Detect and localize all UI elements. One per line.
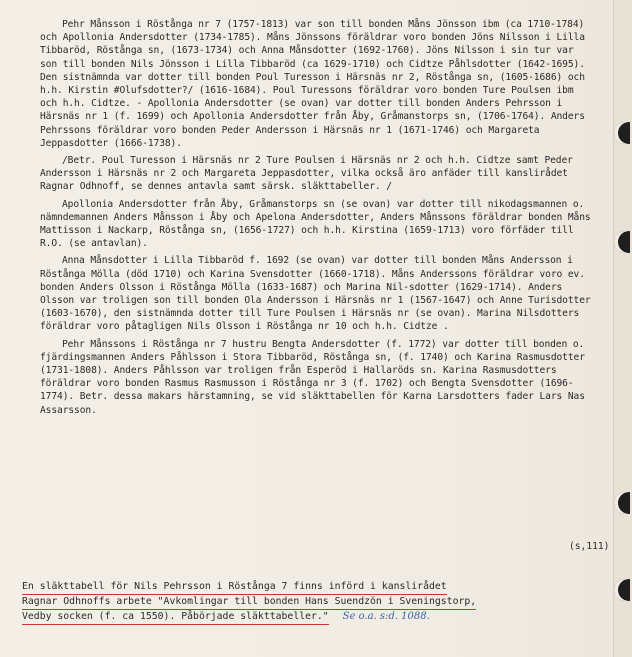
typed-text-block <box>40 18 595 421</box>
page-reference-note: (s,111) <box>569 541 610 552</box>
footer-line-2: Ragnar Odhnoffs arbete "Avkomlingar till bonden Hans Suendzön i Sveningstorp, <box>22 595 476 610</box>
punch-hole-4 <box>614 579 630 601</box>
punch-hole-1 <box>614 122 630 144</box>
paragraph-5: Pehr Månssons i Röstånga nr 7 hustru Bengta Andersdotter (f. 1772) var dotter till bonden o. fjärdingsmannen Anders Påhlsson i Stora Tibbaröd, Röstånga sn, (f. 1740) och Karina Rasmusdotter (1731-1808). Anders Påhlsson var troligen från Esperöd i Hallaröds sn. Karina Rasmusdotters föräldrar voro bonden Rasmus Rasmusson i Röstånga nr 3 (f. 1702) och Bengta Svensdotter (1696-1774). Betr. dessa makars härstamning, se vid släkttabellen för Karna Larsdotters fader Lars Nas Assarsson. <box>40 338 585 416</box>
handwritten-annotation: Se o.a. s:d. 1088. <box>342 611 430 622</box>
footer-line-3: Vedby socken (f. ca 1550). Påbörjade släkttabeller." <box>22 610 329 625</box>
paragraph-1: Pehr Månsson i Röstånga nr 7 (1757-1813) var son till bonden Måns Jönsson ibm (ca 1710-1784) och Apollonia Andersdotter (1734-1785). Måns Jönssons föräldrar voro bonden Jöns Nilsson i Lilla Tibbaröd, Röstånga sn, (1673-1734) och Anna Månsdotter (1692-1760). Jöns Nilsson i sin tur var son till bonden Nils Jönsson i Lilla Tibbaröd (ca 1629-1710) och Cidtze Påhlsdotter (1642-1695). Den sistnämnda var dotter till bonden Poul Turesson i Härsnäs nr 2, Röstånga sn, (1605-1686) och h.h. Kirstin #Olufsdotter?/ (1616-1684). Poul Turessons föräldrar voro bonden Ture Poulsen ibm och h.h. Cidtze. - Apollonia Andersdotter (se ovan) var dotter till bonden Anders Pehrsson i Härsnäs nr 1 (f. 1699) och Apollonia Andersdotter från Åby, Gråmanstorps sn, (1706-1764). Anders Pehrssons föräldrar voro bonden Peder Andersson i Härsnäs nr 1 (1671-1746) och Margareta Jeppasdotter (1666-1738). <box>40 19 585 149</box>
footer-line-1: En släkttabell för Nils Pehrsson i Röstånga 7 finns införd i kanslirådet <box>22 580 447 595</box>
paragraph-4: Anna Månsdotter i Lilla Tibbaröd f. 1692 (se ovan) var dotter till bonden Måns Andersson i Röstånga Mölla (död 1710) och Karina Svensdotter (1660-1718). Måns Anderssons föräldrar voro ev. bonden Anders Olsson i Röstånga Mölla (1633-1687) och Marina Nil-sdotter (1629-1714). Anders Olsson var troligen son till bonden Ola Andersson i Härsnäs nr 1 (1567-1647) och Anne Turisdotter (1603-1670), den sistnämnda dotter till Ture Poulsen i Härsnäs nr (se ovan). Marina Nilsdotters föräldrar voro påtagligen Nils Olsson i Röstånga nr 10 och h.h. Cidtze . <box>40 255 591 333</box>
footer-note <box>22 580 612 625</box>
binder-edge <box>613 0 632 657</box>
paragraph-2: /Betr. Poul Turesson i Härsnäs nr 2 Ture Poulsen i Härsnäs nr 2 och h.h. Cidtze samt Peder Andersson i Härsnäs nr 2 och Margareta Jeppasdotter, vilka också äro anfäder till kanslirådet Ragnar Odhnoff, se dennes antavla samt särsk. släkttabeller. / <box>40 155 573 193</box>
paragraph-3: Apollonia Andersdotter från Åby, Gråmanstorps sn (se ovan) var dotter till nikodagsmannen o. nämndemannen Anders Månsson i Åby och Apelona Andersdotter, Anders Månssons föräldrar bonden Måns Mattisson i Nackarp, Röstånga sn, (1656-1727) och h.h. Kirstina (1659-1713) voro förfäder till R.O. (se antavlan). <box>40 198 591 250</box>
punch-hole-2 <box>614 231 630 253</box>
punch-hole-3 <box>614 492 630 514</box>
